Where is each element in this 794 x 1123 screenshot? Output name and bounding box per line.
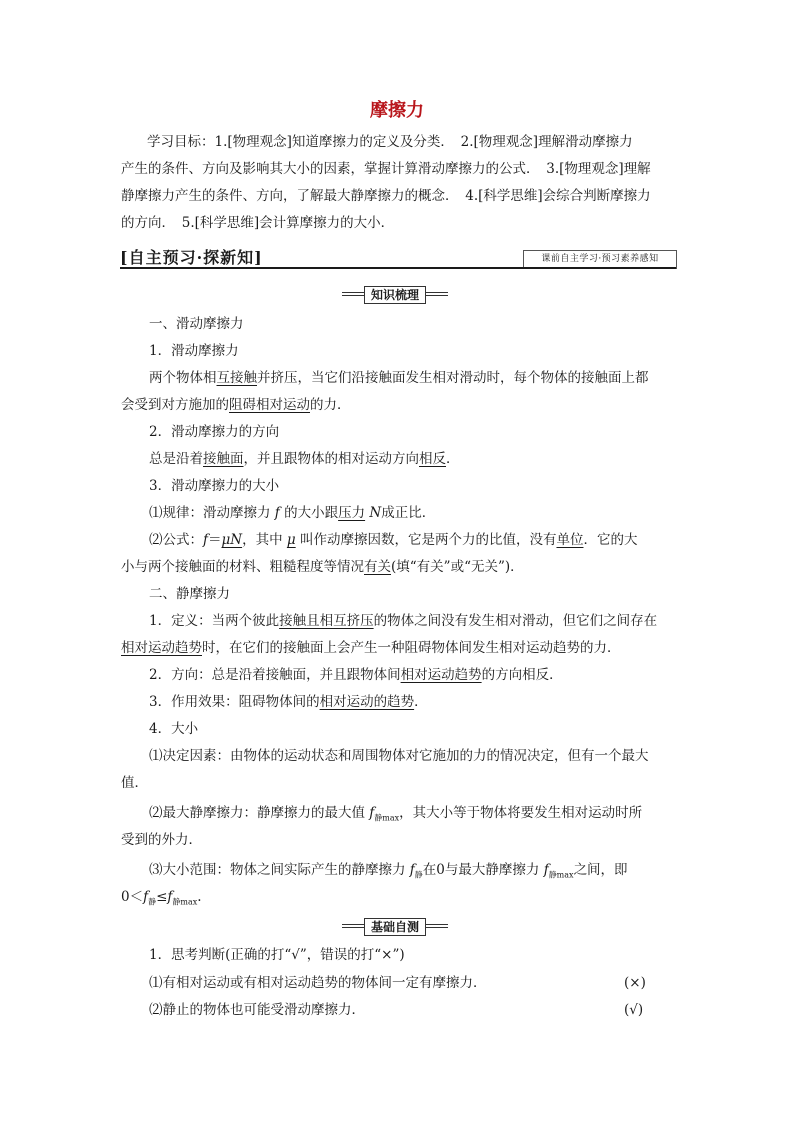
blank-answer: 相对运动的趋势 <box>319 694 415 710</box>
goals-line: 学习目标：1.[物理观念]知道摩擦力的定义及分类． 2.[物理观念]理解滑动摩擦力 <box>147 134 633 150</box>
selftest-badge <box>342 918 448 934</box>
static-range-line2: $0<f_静\le f_{静max}$. <box>121 889 202 907</box>
blank-answer: 压力 <box>338 505 366 521</box>
blank-answer: 阻碍相对运动 <box>229 397 310 413</box>
page-title: 摩擦力 <box>370 100 424 121</box>
goals-line: 的方向． 5.[科学思维]会计算摩擦力的大小． <box>121 215 395 231</box>
static-factor-line1: ⑴决定因素：由物体的运动状态和周围物体对它施加的力的情况决定，但有一个最大 <box>149 748 649 764</box>
sliding-item3-title: 3．滑动摩擦力的大小 <box>149 478 280 494</box>
sliding-item2-title: 2．滑动摩擦力的方向 <box>149 424 280 440</box>
goals-line: 静摩擦力产生的条件、方向，了解最大静摩擦力的概念． 4.[科学思维]会综合判断摩擦力 <box>121 188 651 204</box>
section-divider <box>120 267 676 269</box>
section-banner-subtitle: 课前自主学习·预习素养感知 <box>523 250 677 269</box>
static-range-line1: ⑶大小范围：物体之间实际产生的静摩擦力 $f_静$在0与最大静摩擦力 $f_{静max}$之间，即 <box>149 862 628 880</box>
static-def-line2: 相对运动趋势时，在它们的接触面上会产生一种阻碍物体间发生相对运动趋势的力． <box>121 640 621 656</box>
section-banner-title: [自主预习·探新知] <box>120 248 263 267</box>
blank-answer: 互接触 <box>216 370 257 386</box>
goals-line: 产生的条件、方向及影响其大小的因素，掌握计算滑动摩擦力的公式． 3.[物理观念]理解 <box>121 161 651 177</box>
blank-answer: μN <box>221 532 243 548</box>
sliding-formula: ⑵公式：f＝μN，其中 μ 叫作动摩擦因数，它是两个力的比值，没有单位．它的大 <box>149 532 638 548</box>
static-heading: 二、静摩擦力 <box>149 586 230 602</box>
selftest-question: 1．思考判断(正确的打“√”，错误的打“×”) <box>149 947 405 963</box>
static-def-line1: 1．定义：当两个彼此接触且相互挤压的物体之间没有发生相对滑动，但它们之间存在 <box>149 613 658 629</box>
static-max-line1: ⑵最大静摩擦力：静摩擦力的最大值 $f_{静max}$，其大小等于物体将要发生相对运动时所 <box>149 805 643 823</box>
blank-answer: 有关 <box>364 559 391 575</box>
answer-mark: (×) <box>624 975 646 991</box>
blank-answer: 接触面 <box>203 451 244 467</box>
static-max-line2: 受到的外力． <box>121 832 202 848</box>
blank-answer: 单位 <box>556 532 584 548</box>
sliding-item2-line: 总是沿着接触面，并且跟物体的相对运动方向相反． <box>149 451 460 467</box>
static-direction: 2．方向：总是沿着接触面，并且跟物体间相对运动趋势的方向相反． <box>149 667 563 683</box>
static-effect: 3．作用效果：阻碍物体间的相对运动的趋势． <box>149 694 428 710</box>
selftest-statement-2: ⑵静止的物体也可能受滑动摩擦力． <box>149 1002 365 1018</box>
sliding-formula-line2: 小与两个接触面的材料、粗糙程度等情况有关(填“有关”或“无关”)． <box>121 559 524 575</box>
sliding-item1-title: 1．滑动摩擦力 <box>149 343 239 359</box>
badge-label: 基础自测 <box>364 918 426 936</box>
sliding-item1-line1: 两个物体相互接触并挤压，当它们沿接触面发生相对滑动时，每个物体的接触面上都 <box>149 370 649 386</box>
blank-answer: 相对运动趋势 <box>121 640 202 656</box>
blank-answer: 相对运动趋势 <box>400 667 482 683</box>
sliding-rule: ⑴规律：滑动摩擦力 f 的大小跟压力 N成正比． <box>149 505 436 521</box>
answer-mark: (√) <box>624 1002 644 1018</box>
static-size-title: 4．大小 <box>149 721 199 737</box>
sliding-heading: 一、滑动摩擦力 <box>149 316 244 332</box>
selftest-statement-1: ⑴有相对运动或有相对运动趋势的物体间一定有摩擦力． <box>149 975 487 991</box>
learning-goals <box>121 129 677 237</box>
sliding-item1-line2: 会受到对方施加的阻碍相对运动的力． <box>121 397 351 413</box>
badge-label: 知识梳理 <box>364 286 426 304</box>
static-factor-line2: 值． <box>121 775 148 791</box>
knowledge-badge <box>342 286 448 302</box>
blank-answer: 相反 <box>419 451 446 467</box>
blank-answer: 接触且相互挤压 <box>279 613 374 629</box>
